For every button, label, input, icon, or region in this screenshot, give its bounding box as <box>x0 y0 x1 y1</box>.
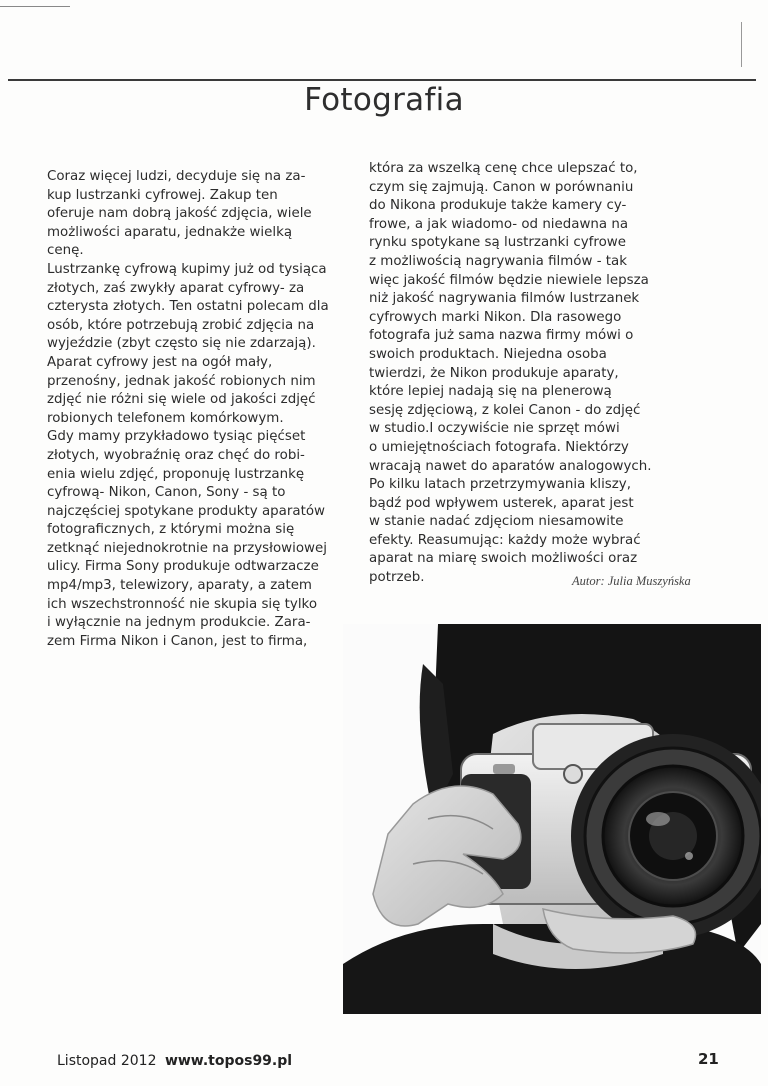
article-title: Fotografia <box>304 82 464 118</box>
left-column <box>47 168 367 651</box>
text-line: w stanie nadać zdjęciom niesamowite <box>369 514 624 530</box>
text-line: osób, które potrzebują zrobić zdjęcia na <box>47 317 315 333</box>
text-line: do Nikona produkuje także kamery cy- <box>369 198 627 214</box>
text-line: swoich produktach. Niejedna osoba <box>369 346 607 362</box>
text-line: cenę. <box>47 243 84 259</box>
author-credit: Autor: Julia Muszyńska <box>572 574 691 589</box>
text-line: aparat na miarę swoich możliwości oraz <box>369 551 638 567</box>
text-line: robionych telefonem komórkowym. <box>47 410 284 426</box>
photographer-photo <box>343 624 761 1014</box>
scan-mark-top <box>0 6 70 7</box>
text-line: najczęściej spotykane produkty aparatów <box>47 503 325 519</box>
page-number: 21 <box>698 1050 719 1068</box>
text-line: enia wielu zdjęć, proponuję lustrzankę <box>47 466 305 482</box>
scan-mark-edge <box>741 22 742 67</box>
text-line: zdjęć nie różni się wiele od jakości zdjęć <box>47 392 316 408</box>
text-line: więc jakość filmów będzie niewiele lepsza <box>369 272 649 288</box>
text-line: z możliwością nagrywania filmów - tak <box>369 253 628 269</box>
text-line: o umiejętnościach fotografa. Niektórzy <box>369 439 629 455</box>
text-line: zetknąć niejednokrotnie na przysłowiowej <box>47 540 327 556</box>
text-line: czym się zajmują. Canon w porównaniu <box>369 179 634 195</box>
text-line: Po kilku latach przetrzymywania kliszy, <box>369 477 631 493</box>
text-line: Gdy mamy przykładowo tysiąc pięćset <box>47 429 306 445</box>
website-link[interactable]: www.topos99.pl <box>164 1053 293 1069</box>
header-rule <box>8 79 756 81</box>
text-line: czterysta złotych. Ten ostatni polecam dla <box>47 299 329 315</box>
text-line: efekty. Reasumując: każdy może wybrać <box>369 532 641 548</box>
text-line: które lepiej nadają się na plenerową <box>369 384 612 400</box>
issue-date: Listopad 2012 <box>57 1053 157 1069</box>
text-line: Lustrzankę cyfrową kupimy już od tysiąca <box>47 261 327 277</box>
text-line: kup lustrzanki cyfrowej. Zakup ten <box>47 187 278 203</box>
text-line: oferuje nam dobrą jakość zdjęcia, wiele <box>47 206 312 222</box>
text-line: ich wszechstronność nie skupia się tylko <box>47 596 318 612</box>
text-line: możliwości aparatu, jednakże wielką <box>47 224 293 240</box>
right-column <box>369 160 729 588</box>
text-line: wyjeździe (zbyt często się nie zdarzają). <box>47 336 316 352</box>
text-line: bądź pod wpływem usterek, aparat jest <box>369 495 634 511</box>
text-line: i wyłącznie na jednym produkcie. Zara- <box>47 615 311 631</box>
text-line: złotych, wyobraźnię oraz chęć do robi- <box>47 447 305 463</box>
footer-issue-line <box>57 1053 292 1069</box>
text-line: ulicy. Firma Sony produkuje odtwarzacze <box>47 559 319 575</box>
text-line: rynku spotykane są lustrzanki cyfrowe <box>369 235 626 251</box>
text-line: która za wszelką cenę chce ulepszać to, <box>369 161 638 176</box>
text-line: Aparat cyfrowy jest na ogół mały, <box>47 354 273 370</box>
text-line: frowe, a jak wiadomo- od niedawna na <box>369 216 629 232</box>
text-line: cyfrową- Nikon, Canon, Sony - są to <box>47 485 286 501</box>
text-line: sesję zdjęciową, z kolei Canon - do zdjęć <box>369 402 641 418</box>
text-line: cyfrowych marki Nikon. Dla rasowego <box>369 309 622 325</box>
text-line: fotograficznych, z którymi można się <box>47 522 295 538</box>
text-line: złotych, zaś zwykły aparat cyfrowy- za <box>47 280 305 296</box>
closing-line <box>369 569 729 588</box>
text-line: twierdzi, że Nikon produkuje aparaty, <box>369 365 619 381</box>
text-line: wracają nawet do aparatów analogowych. <box>369 458 652 474</box>
text-line: mp4/mp3, telewizory, aparaty, a zatem <box>47 578 312 594</box>
last-line-text: potrzeb. <box>369 570 425 586</box>
text-line: przenośny, jednak jakość robionych nim <box>47 373 316 389</box>
text-line: fotografa już sama nazwa firmy mówi o <box>369 328 634 344</box>
photographer-with-camera-icon <box>343 624 761 1014</box>
text-line: w studio.I oczywiście nie sprzęt mówi <box>369 421 620 437</box>
text-line: Coraz więcej ludzi, decyduje się na za- <box>47 169 306 184</box>
text-line: niż jakość nagrywania filmów lustrzanek <box>369 291 640 307</box>
text-line: zem Firma Nikon i Canon, jest to firma, <box>47 633 308 649</box>
